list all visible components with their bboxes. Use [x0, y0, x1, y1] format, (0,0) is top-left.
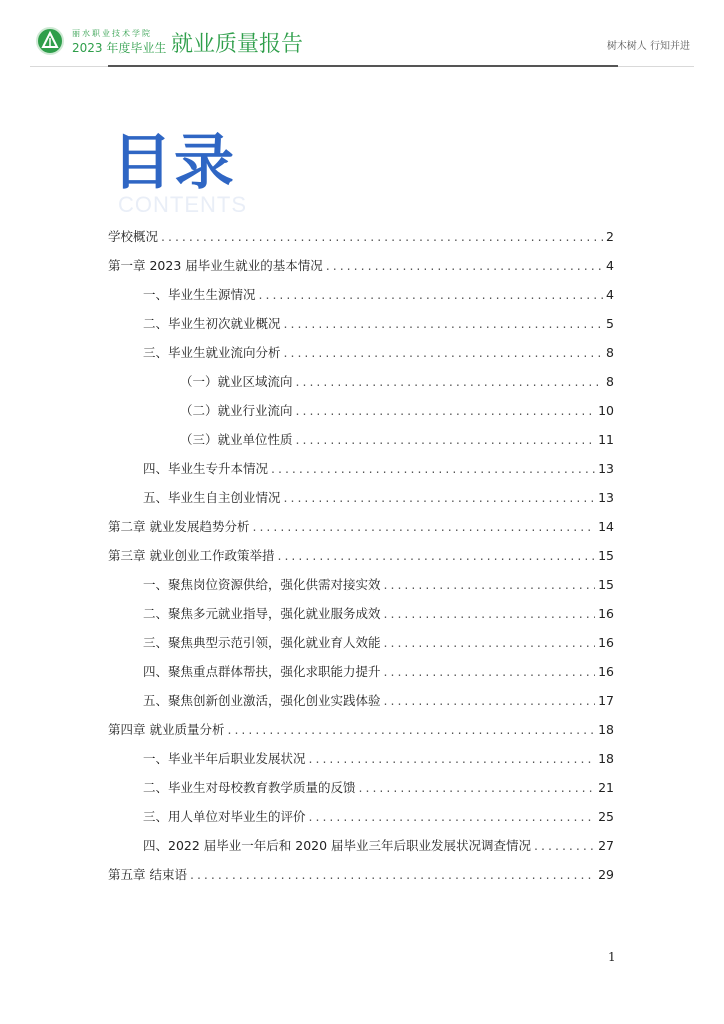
toc-entry-title: （三）就业单位性质: [180, 432, 293, 447]
header-divider-accent: [108, 65, 618, 67]
toc-entry-title: 四、毕业生专升本情况: [143, 461, 269, 476]
toc-entry-title: 四、2022 届毕业一年后和 2020 届毕业三年后职业发展状况调查情况: [143, 838, 532, 853]
toc-entry-title: 第二章 就业发展趋势分析: [108, 519, 250, 534]
toc-entry-title: 三、用人单位对毕业生的评价: [143, 809, 306, 824]
toc-entry-title: 三、毕业生就业流向分析: [143, 345, 281, 360]
toc-title: 目录: [112, 128, 236, 198]
toc-entry-title: 第四章 就业质量分析: [108, 722, 225, 737]
toc-leader-dots: [534, 831, 595, 860]
toc-leader-dots: [271, 454, 595, 483]
toc-entry[interactable]: [108, 570, 614, 599]
toc-leader-dots: [384, 686, 596, 715]
toc-leader-dots: [284, 338, 604, 367]
toc-entry-page: 29: [598, 867, 614, 882]
toc-entry-title: 一、毕业生生源情况: [143, 287, 256, 302]
toc-entry[interactable]: [108, 338, 614, 367]
toc-entry[interactable]: [108, 454, 614, 483]
toc-entry[interactable]: [108, 628, 614, 657]
page-header: [0, 0, 724, 70]
toc-leader-dots: [384, 570, 596, 599]
toc-entry[interactable]: [108, 744, 614, 773]
toc-entry-title: 一、毕业半年后职业发展状况: [143, 751, 306, 766]
toc-entry-page: 8: [606, 374, 614, 389]
school-motto: 树木树人 行知并进: [606, 41, 690, 52]
toc-entry[interactable]: [108, 541, 614, 570]
toc-entry-title: 第五章 结束语: [108, 867, 187, 882]
toc-leader-dots: [309, 744, 596, 773]
toc-entry[interactable]: [108, 831, 614, 860]
report-title: 就业质量报告: [171, 32, 304, 57]
toc-entry-page: 18: [598, 751, 614, 766]
toc-entry-title: 五、聚焦创新创业激活，强化创业实践体验: [143, 693, 381, 708]
toc-leader-dots: [384, 657, 596, 686]
toc-entry[interactable]: [108, 251, 614, 280]
toc-entry[interactable]: [108, 396, 614, 425]
toc-entry-page: 27: [598, 838, 614, 853]
toc-entry-page: 2: [606, 229, 614, 244]
toc-leader-dots: [259, 280, 604, 309]
toc-entry-page: 18: [598, 722, 614, 737]
toc-leader-dots: [227, 715, 595, 744]
toc-leader-dots: [384, 599, 596, 628]
toc-entry[interactable]: [108, 773, 614, 802]
toc-entry-title: （二）就业行业流向: [180, 403, 293, 418]
toc-entry-page: 13: [598, 461, 614, 476]
toc-entry-title: 五、毕业生自主创业情况: [143, 490, 281, 505]
toc-entry-page: 4: [606, 287, 614, 302]
toc-entry-title: 二、毕业生初次就业概况: [143, 316, 281, 331]
toc-entry-page: 25: [598, 809, 614, 824]
toc-entry-title: 一、聚焦岗位资源供给，强化供需对接实效: [143, 577, 381, 592]
toc-leader-dots: [161, 222, 603, 251]
toc-leader-dots: [296, 396, 596, 425]
toc-leader-dots: [359, 773, 596, 802]
toc-entry-page: 15: [598, 577, 614, 592]
toc-leader-dots: [326, 251, 603, 280]
toc-entry[interactable]: [108, 280, 614, 309]
toc-entry-page: 5: [606, 316, 614, 331]
toc-entry-title: 三、聚焦典型示范引领，强化就业育人效能: [143, 635, 381, 650]
toc-entry-title: 第三章 就业创业工作政策举措: [108, 548, 275, 563]
toc-entry-page: 16: [598, 606, 614, 621]
toc-entry[interactable]: [108, 309, 614, 338]
toc-entry-page: 17: [598, 693, 614, 708]
toc-entry-page: 21: [598, 780, 614, 795]
page-number: 1: [608, 950, 616, 964]
toc-entry-page: 16: [598, 635, 614, 650]
toc-leader-dots: [296, 367, 604, 396]
toc-entry-page: 11: [598, 432, 614, 447]
toc-entry-page: 8: [606, 345, 614, 360]
toc-leader-dots: [284, 483, 596, 512]
toc-entry-page: 13: [598, 490, 614, 505]
toc-leader-dots: [384, 628, 596, 657]
toc-leader-dots: [309, 802, 596, 831]
toc-entry-page: 10: [598, 403, 614, 418]
toc-entry[interactable]: [108, 599, 614, 628]
toc-entry[interactable]: [108, 686, 614, 715]
toc-entry[interactable]: [108, 222, 614, 251]
toc-leader-dots: [296, 425, 596, 454]
toc-entry[interactable]: [108, 367, 614, 396]
toc-entry[interactable]: [108, 483, 614, 512]
toc-entry-title: 第一章 2023 届毕业生就业的基本情况: [108, 258, 323, 273]
school-logo-icon: [36, 27, 64, 55]
toc-entry-page: 15: [598, 548, 614, 563]
toc-subtitle: CONTENTS: [118, 192, 247, 217]
toc-entry-title: 二、聚焦多元就业指导，强化就业服务成效: [143, 606, 381, 621]
toc-entry[interactable]: [108, 657, 614, 686]
toc-leader-dots: [277, 541, 595, 570]
toc-entry-title: 学校概况: [108, 229, 159, 244]
toc-entry[interactable]: [108, 860, 614, 889]
graduate-year-label: 2023 年度毕业生: [72, 41, 167, 55]
toc-entry-page: 4: [606, 258, 614, 273]
toc-entry-page: 14: [598, 519, 614, 534]
toc-entry[interactable]: [108, 425, 614, 454]
school-name: 丽水职业技术学院: [72, 29, 152, 38]
toc-entry[interactable]: [108, 512, 614, 541]
toc-entry-title: 二、毕业生对母校教育教学质量的反馈: [143, 780, 356, 795]
table-of-contents: [108, 222, 614, 889]
toc-leader-dots: [284, 309, 604, 338]
toc-entry-title: （一）就业区域流向: [180, 374, 293, 389]
toc-leader-dots: [252, 512, 595, 541]
toc-entry[interactable]: [108, 802, 614, 831]
toc-leader-dots: [190, 860, 595, 889]
toc-entry-title: 四、聚焦重点群体帮扶，强化求职能力提升: [143, 664, 381, 679]
toc-entry-page: 16: [598, 664, 614, 679]
toc-entry[interactable]: [108, 715, 614, 744]
